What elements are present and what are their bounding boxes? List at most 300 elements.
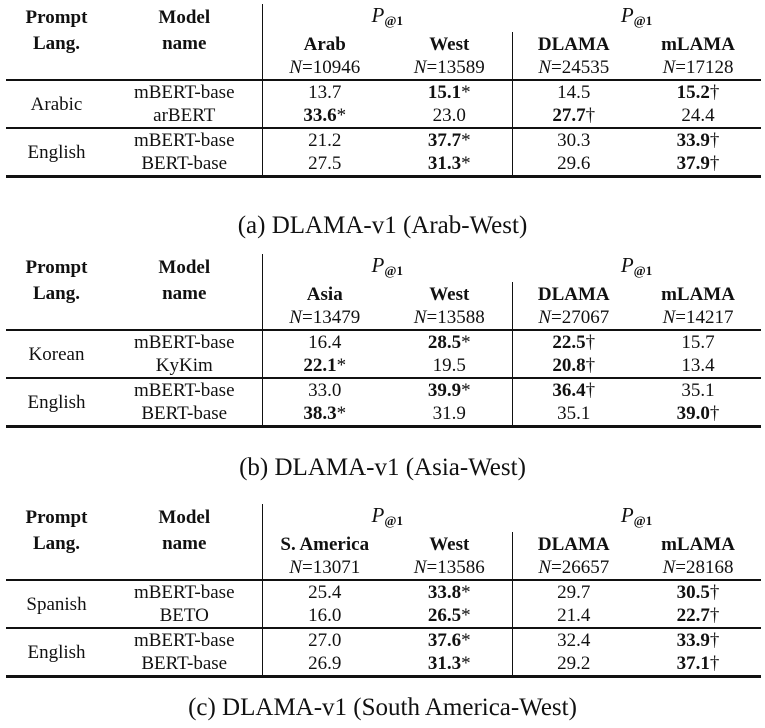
- score-cell: [262, 604, 387, 628]
- score-value: 30.5: [676, 582, 710, 603]
- score-cell: [387, 402, 512, 427]
- metric-label: P: [620, 503, 634, 527]
- metric-label: P: [371, 3, 385, 27]
- count-value: 13479: [312, 307, 361, 328]
- score-cell: [512, 354, 635, 378]
- model-name-header: [107, 32, 262, 56]
- model-label: mBERT-base: [133, 82, 235, 103]
- language-label: English: [27, 141, 86, 163]
- subset-name: mLAMA: [661, 283, 735, 305]
- score-value: 37.6: [427, 630, 462, 651]
- significance-mark: †: [709, 403, 720, 424]
- significance-mark: †: [709, 582, 720, 603]
- header-row-counts: [6, 306, 761, 330]
- model-name: [107, 128, 262, 152]
- equals-sign: =: [426, 307, 438, 328]
- table-row: [6, 580, 761, 604]
- significance-mark: †: [709, 630, 720, 651]
- model-name: [107, 80, 262, 104]
- model-name-header: [107, 282, 262, 306]
- prompt-language: [6, 580, 107, 628]
- precision-at-1: [372, 253, 403, 277]
- score-cell: [387, 80, 512, 104]
- score-value: 26.5: [427, 605, 462, 626]
- score-value: 33.0: [308, 380, 342, 401]
- header-text: Lang.: [33, 33, 80, 54]
- subset-name: Arab: [303, 33, 346, 55]
- score-cell: [262, 378, 387, 402]
- significance-mark: †: [709, 653, 720, 674]
- metric-subscript: @1: [633, 513, 653, 528]
- model-label: BERT-base: [141, 153, 228, 174]
- score-cell: [635, 104, 761, 128]
- score-value: 22.1: [303, 355, 337, 376]
- subset-header: [512, 532, 635, 556]
- table-caption: (c) DLAMA-v1 (South America-West): [188, 694, 577, 721]
- significance-mark: *: [461, 130, 471, 151]
- metric-subscript: @1: [633, 13, 653, 28]
- metric-subscript: @1: [384, 513, 403, 528]
- score-value: 31.9: [432, 403, 466, 424]
- score-value: 39.0: [676, 403, 710, 424]
- language-label: Arabic: [30, 93, 83, 115]
- metric-subscript: @1: [384, 263, 403, 278]
- equals-sign: =: [675, 557, 686, 578]
- model-name-header: [107, 532, 262, 556]
- score-cell: [512, 104, 635, 128]
- equals-sign: =: [551, 57, 562, 78]
- table-row: [6, 378, 761, 402]
- significance-mark: *: [461, 582, 471, 603]
- n-symbol: N: [289, 307, 302, 328]
- model-label: BERT-base: [141, 403, 228, 424]
- subset-count: [635, 306, 761, 330]
- score-value: 28.5: [427, 332, 462, 353]
- equals-sign: =: [301, 307, 313, 328]
- score-value: 33.9: [676, 130, 710, 151]
- score-cell: [262, 80, 387, 104]
- score-cell: [262, 354, 387, 378]
- subset-header: [512, 32, 635, 56]
- score-value: 30.3: [557, 130, 591, 151]
- score-cell: [387, 580, 512, 604]
- score-cell: [387, 152, 512, 177]
- model-label: mBERT-base: [133, 630, 235, 651]
- subset-header: [262, 532, 387, 556]
- equals-sign: =: [551, 307, 562, 328]
- score-cell: [635, 128, 761, 152]
- precision-at-1: [621, 3, 652, 27]
- score-value: 33.9: [676, 630, 710, 651]
- subset-header: [512, 282, 635, 306]
- subset-header: [387, 532, 512, 556]
- score-cell: [512, 628, 635, 652]
- metric-header: [262, 504, 512, 532]
- model-name: [107, 580, 262, 604]
- equals-sign: =: [551, 557, 562, 578]
- metric-label: P: [371, 253, 385, 277]
- language-label: Korean: [28, 343, 85, 365]
- score-value: 15.7: [681, 332, 715, 353]
- score-cell: [512, 152, 635, 177]
- precision-at-1: [621, 253, 652, 277]
- score-value: 36.4: [552, 380, 586, 401]
- score-value: 15.2: [676, 82, 710, 103]
- model-label: mBERT-base: [133, 130, 235, 151]
- score-cell: [635, 330, 761, 354]
- header-row-counts: [6, 556, 761, 580]
- n-symbol: N: [289, 557, 302, 578]
- model-name: [107, 378, 262, 402]
- score-value: 19.5: [432, 355, 466, 376]
- precision-at-1: [372, 503, 403, 527]
- results-table-b: [6, 254, 761, 428]
- metric-label: P: [620, 253, 634, 277]
- prompt-lang-header: [6, 254, 107, 282]
- significance-mark: *: [461, 380, 471, 401]
- score-value: 23.0: [432, 105, 466, 126]
- results-table-a: [6, 4, 761, 178]
- header-row-counts: [6, 56, 761, 80]
- score-cell: [262, 152, 387, 177]
- header-text: Prompt: [25, 257, 88, 278]
- table-caption: (b) DLAMA-v1 (Asia-West): [239, 454, 526, 481]
- prompt-language: [6, 128, 107, 177]
- metric-label: P: [371, 503, 385, 527]
- header-text: Lang.: [33, 283, 80, 304]
- metric-header: [512, 4, 761, 32]
- table-row: [6, 628, 761, 652]
- model-label: BERT-base: [141, 653, 228, 674]
- score-cell: [262, 652, 387, 677]
- header-row-metric: [6, 254, 761, 282]
- header-text: Prompt: [25, 7, 88, 28]
- significance-mark: *: [461, 630, 471, 651]
- score-cell: [262, 402, 387, 427]
- n-symbol: N: [662, 57, 676, 78]
- score-value: 14.5: [557, 82, 591, 103]
- header-row-subsets: [6, 532, 761, 556]
- subset-name: DLAMA: [537, 283, 610, 305]
- score-value: 31.3: [427, 653, 462, 674]
- count-value: 13588: [437, 307, 485, 328]
- metric-subscript: @1: [384, 13, 403, 28]
- metric-header: [262, 254, 512, 282]
- prompt-language: [6, 80, 107, 128]
- subset-name: mLAMA: [661, 33, 735, 55]
- metric-label: P: [620, 3, 634, 27]
- n-symbol: N: [413, 57, 427, 78]
- significance-mark: †: [709, 605, 720, 626]
- subset-count: [512, 556, 635, 580]
- table-row: [6, 128, 761, 152]
- score-cell: [262, 104, 387, 128]
- score-cell: [262, 580, 387, 604]
- score-value: 20.8: [552, 355, 586, 376]
- n-symbol: N: [289, 57, 302, 78]
- header-text: Model: [158, 507, 211, 528]
- prompt-lang-header: [6, 32, 107, 56]
- significance-mark: *: [461, 82, 471, 103]
- header-text: Model: [158, 7, 211, 28]
- table-row: [6, 652, 761, 677]
- score-cell: [512, 128, 635, 152]
- score-value: 29.7: [557, 582, 591, 603]
- subset-count: [635, 556, 761, 580]
- header-text: name: [162, 33, 207, 54]
- metric-header: [262, 4, 512, 32]
- subset-name: DLAMA: [537, 33, 610, 55]
- header-text: Model: [158, 257, 211, 278]
- score-value: 39.9: [427, 380, 462, 401]
- model-name-header: [107, 254, 262, 282]
- score-cell: [387, 354, 512, 378]
- model-name-header: [107, 4, 262, 32]
- score-value: 24.4: [681, 105, 715, 126]
- score-cell: [512, 402, 635, 427]
- score-cell: [635, 354, 761, 378]
- score-value: 22.7: [676, 605, 710, 626]
- precision-at-1: [372, 3, 403, 27]
- n-symbol: N: [662, 557, 676, 578]
- significance-mark: *: [461, 653, 471, 674]
- score-value: 35.1: [557, 403, 591, 424]
- results-table-c: [6, 504, 761, 678]
- model-label: mBERT-base: [133, 380, 235, 401]
- subset-count: [387, 56, 512, 80]
- prompt-lang-header: [6, 532, 107, 556]
- score-cell: [387, 104, 512, 128]
- subset-count: [387, 556, 512, 580]
- score-value: 33.6: [303, 105, 337, 126]
- subset-name: mLAMA: [661, 533, 735, 555]
- header-text: name: [162, 533, 207, 554]
- subset-header: [635, 532, 761, 556]
- score-value: 29.2: [557, 653, 591, 674]
- significance-mark: *: [461, 605, 471, 626]
- score-value: 21.2: [308, 130, 342, 151]
- subset-count: [387, 306, 512, 330]
- score-cell: [635, 378, 761, 402]
- header-row-subsets: [6, 282, 761, 306]
- score-cell: [387, 378, 512, 402]
- score-cell: [387, 652, 512, 677]
- model-label: mBERT-base: [133, 332, 235, 353]
- score-cell: [635, 152, 761, 177]
- header-text: Prompt: [25, 507, 88, 528]
- score-value: 33.8: [427, 582, 462, 603]
- header-row-metric: [6, 504, 761, 532]
- count-value: 14217: [685, 307, 734, 328]
- n-symbol: N: [538, 307, 551, 328]
- results-table: [6, 4, 761, 178]
- language-label: English: [27, 391, 86, 413]
- score-value: 16.0: [308, 605, 342, 626]
- n-symbol: N: [662, 307, 676, 328]
- model-label: mBERT-base: [133, 582, 235, 603]
- metric-header: [512, 504, 761, 532]
- significance-mark: †: [585, 105, 596, 126]
- equals-sign: =: [675, 307, 686, 328]
- header-row-metric: [6, 4, 761, 32]
- significance-mark: *: [336, 105, 347, 126]
- score-cell: [635, 80, 761, 104]
- model-name: [107, 628, 262, 652]
- model-label: KyKim: [155, 355, 213, 376]
- subset-header: [635, 282, 761, 306]
- model-name: [107, 152, 262, 177]
- score-value: 13.7: [308, 82, 342, 103]
- subset-header: [262, 32, 387, 56]
- significance-mark: †: [585, 380, 596, 401]
- subset-count: [262, 306, 387, 330]
- score-cell: [512, 378, 635, 402]
- score-cell: [635, 402, 761, 427]
- model-name: [107, 604, 262, 628]
- prompt-lang-header: [6, 504, 107, 532]
- subset-count: [512, 56, 635, 80]
- score-cell: [262, 628, 387, 652]
- n-symbol: N: [538, 57, 551, 78]
- subset-name: DLAMA: [537, 533, 610, 555]
- count-value: 26657: [561, 557, 610, 578]
- score-cell: [262, 128, 387, 152]
- results-table: [6, 254, 761, 428]
- language-label: Spanish: [26, 593, 87, 615]
- significance-mark: †: [585, 355, 596, 376]
- results-table: [6, 504, 761, 678]
- count-value: 13586: [437, 557, 485, 578]
- table-row: [6, 354, 761, 378]
- significance-mark: †: [709, 130, 720, 151]
- significance-mark: †: [709, 153, 720, 174]
- equals-sign: =: [675, 57, 686, 78]
- significance-mark: †: [585, 332, 596, 353]
- count-value: 13589: [437, 57, 485, 78]
- score-value: 38.3: [303, 403, 337, 424]
- n-symbol: N: [413, 557, 427, 578]
- significance-mark: *: [461, 332, 471, 353]
- subset-name: West: [429, 33, 470, 55]
- metric-subscript: @1: [633, 263, 653, 278]
- score-cell: [635, 652, 761, 677]
- subset-header: [635, 32, 761, 56]
- score-value: 26.9: [308, 653, 342, 674]
- equals-sign: =: [426, 57, 438, 78]
- score-cell: [387, 628, 512, 652]
- significance-mark: *: [336, 355, 347, 376]
- model-label: BETO: [159, 605, 209, 626]
- language-label: English: [27, 641, 86, 663]
- significance-mark: †: [709, 82, 720, 103]
- count-value: 10946: [312, 57, 361, 78]
- equals-sign: =: [301, 557, 313, 578]
- prompt-language: [6, 330, 107, 378]
- subset-count: [635, 56, 761, 80]
- score-value: 37.7: [427, 130, 462, 151]
- score-value: 27.0: [308, 630, 342, 651]
- count-value: 24535: [561, 57, 610, 78]
- score-value: 13.4: [681, 355, 715, 376]
- score-cell: [262, 330, 387, 354]
- n-symbol: N: [413, 307, 427, 328]
- count-value: 27067: [561, 307, 610, 328]
- score-value: 31.3: [427, 153, 462, 174]
- count-value: 17128: [685, 57, 734, 78]
- table-row: [6, 402, 761, 427]
- score-value: 27.5: [308, 153, 342, 174]
- subset-name: Asia: [306, 283, 343, 305]
- prompt-lang-header: [6, 4, 107, 32]
- equals-sign: =: [301, 57, 313, 78]
- table-row: [6, 330, 761, 354]
- score-value: 29.6: [557, 153, 591, 174]
- header-text: name: [162, 283, 207, 304]
- table-caption: (a) DLAMA-v1 (Arab-West): [237, 212, 528, 239]
- significance-mark: *: [336, 403, 347, 424]
- subset-name: West: [429, 533, 470, 555]
- score-value: 35.1: [681, 380, 715, 401]
- score-value: 22.5: [552, 332, 586, 353]
- table-row: [6, 604, 761, 628]
- significance-mark: *: [461, 153, 471, 174]
- subset-count: [512, 306, 635, 330]
- score-cell: [387, 128, 512, 152]
- model-name: [107, 354, 262, 378]
- n-symbol: N: [538, 557, 551, 578]
- subset-header: [262, 282, 387, 306]
- table-row: [6, 152, 761, 177]
- score-cell: [387, 330, 512, 354]
- model-name: [107, 402, 262, 427]
- subset-count: [262, 556, 387, 580]
- score-value: 16.4: [308, 332, 342, 353]
- prompt-language: [6, 378, 107, 427]
- score-value: 25.4: [308, 582, 342, 603]
- header-text: Lang.: [33, 533, 80, 554]
- subset-header: [387, 282, 512, 306]
- score-value: 21.4: [557, 605, 591, 626]
- score-cell: [512, 330, 635, 354]
- score-cell: [512, 604, 635, 628]
- table-row: [6, 104, 761, 128]
- subset-name: S. America: [280, 533, 370, 555]
- score-cell: [512, 80, 635, 104]
- score-value: 37.9: [676, 153, 710, 174]
- prompt-language: [6, 628, 107, 677]
- model-name: [107, 652, 262, 677]
- model-name: [107, 104, 262, 128]
- subset-name: West: [429, 283, 470, 305]
- prompt-lang-header: [6, 282, 107, 306]
- model-label: arBERT: [153, 105, 216, 126]
- equals-sign: =: [426, 557, 438, 578]
- score-cell: [635, 580, 761, 604]
- score-value: 37.1: [676, 653, 710, 674]
- header-row-subsets: [6, 32, 761, 56]
- model-name: [107, 330, 262, 354]
- score-value: 15.1: [427, 82, 462, 103]
- subset-count: [262, 56, 387, 80]
- metric-header: [512, 254, 761, 282]
- precision-at-1: [621, 503, 652, 527]
- score-value: 27.7: [552, 105, 586, 126]
- count-value: 13071: [312, 557, 361, 578]
- table-row: [6, 80, 761, 104]
- model-name-header: [107, 504, 262, 532]
- score-cell: [512, 652, 635, 677]
- count-value: 28168: [685, 557, 734, 578]
